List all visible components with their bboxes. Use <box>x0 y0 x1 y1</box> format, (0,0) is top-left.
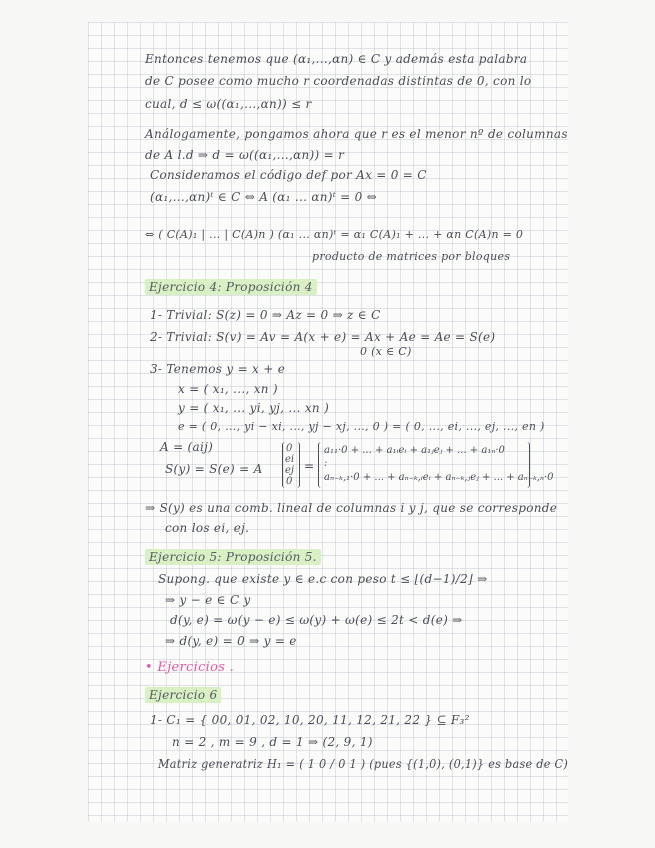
section-heading-pink: • Ejercicios . <box>145 660 235 675</box>
note-line: 2- Trivial: S(v) = Av = A(x + e) = Ax + Ae = Ae = S(e) <box>150 330 496 344</box>
note-line: Supong. que existe y ∈ e.c con peso t ≤ ⌊(d−1)/2⌋ ⇒ <box>158 572 488 586</box>
note-line: d(y, e) = ω(y − e) ≤ ω(y) + ω(e) ≤ 2t < d(e) ⇒ <box>170 613 463 627</box>
note-line: cual, d ≤ ω((α₁,...,αn)) ≤ r <box>145 97 312 111</box>
note-line: 1- Trivial: S(z) = 0 ⇒ Az = 0 ⇒ z ∈ C <box>150 308 381 322</box>
note-line: de C posee como mucho r coordenadas distintas de 0, con lo <box>145 74 532 88</box>
note-line: 1- C₁ = { 00, 01, 02, 10, 20, 11, 12, 21, 22 } ⊆ F₃² <box>150 713 470 727</box>
note-line: de A l.d ⇒ d = ω((α₁,...,αn)) = r <box>145 148 345 162</box>
vector-cell: 0 <box>286 476 293 487</box>
annotation: producto de matrices por bloques <box>312 250 511 263</box>
note-line: n = 2 , m = 9 , d = 1 ⇒ (2, 9, 1) <box>172 735 373 749</box>
section-heading <box>145 688 221 702</box>
vector-cell: 0 <box>286 443 293 454</box>
note-line: Matriz generatriz H₁ = ( 1 0 / 0 1 ) (pues {(1,0), (0,1)} es base de C) <box>158 757 569 771</box>
note-line: Consideramos el código def por Ax = 0 = C <box>150 168 427 182</box>
equals-sign: = <box>304 459 315 473</box>
section-heading <box>145 280 317 294</box>
note-line: ⇒ S(y) es una comb. lineal de columnas i y j, que se corresponde <box>145 501 558 515</box>
note-line: e = ( 0, ..., yi − xi, ..., yj − xj, ..., 0 ) = ( 0, ..., ei, ..., ej, ..., en ) <box>178 420 545 433</box>
note-line: x = ( x₁, ..., xn ) <box>178 382 278 396</box>
section-heading <box>145 550 321 564</box>
vector-cell: ei <box>285 454 295 465</box>
note-line: ⇒ d(y, e) = 0 ⇒ y = e <box>165 634 297 648</box>
result-cell: aₙ₋ₖ,₁·0 + ... + aₙ₋ₖ,ᵢeᵢ + aₙ₋ₖ,ⱼeⱼ + ... + aₙ₋ₖ,ₙ·0 <box>324 472 554 483</box>
note-line: ⇔ ( C(A)₁ | ... | C(A)n ) (α₁ ... αn)ᵗ = α₁ C(A)₁ + ... + αn C(A)n = 0 <box>145 228 524 241</box>
note-line: y = ( x₁, ... yi, yj, ... xn ) <box>178 401 330 415</box>
highlight: Ejercicio 5: Proposición 5. <box>145 549 321 565</box>
note-line: S(y) = S(e) = A <box>165 462 263 476</box>
vector-cell: ej <box>285 465 295 476</box>
result-cell: : <box>324 458 328 469</box>
note-line: (α₁,...,αn)ᵗ ∈ C ⇔ A (α₁ ... αn)ᵗ = 0 ⇔ <box>150 190 378 204</box>
note-line: A = (aij) <box>160 440 214 454</box>
result-cell: a₁₁·0 + ... + a₁ᵢeᵢ + a₁ⱼeⱼ + ... + a₁ₙ·0 <box>324 445 505 456</box>
note-line: 3- Tenemos y = x + e <box>150 362 286 376</box>
highlight: Ejercicio 4: Proposición 4 <box>145 279 317 295</box>
highlight: Ejercicio 6 <box>145 687 221 703</box>
annotation: 0 (x ∈ C) <box>360 345 412 358</box>
note-line: Entonces tenemos que (α₁,...,αn) ∈ C y además esta palabra <box>145 52 528 66</box>
note-line: con los ei, ej. <box>165 521 250 535</box>
note-line: ⇒ y − e ∈ C y <box>165 593 251 607</box>
note-line: Análogamente, pongamos ahora que r es el menor nº de columnas <box>145 127 568 141</box>
